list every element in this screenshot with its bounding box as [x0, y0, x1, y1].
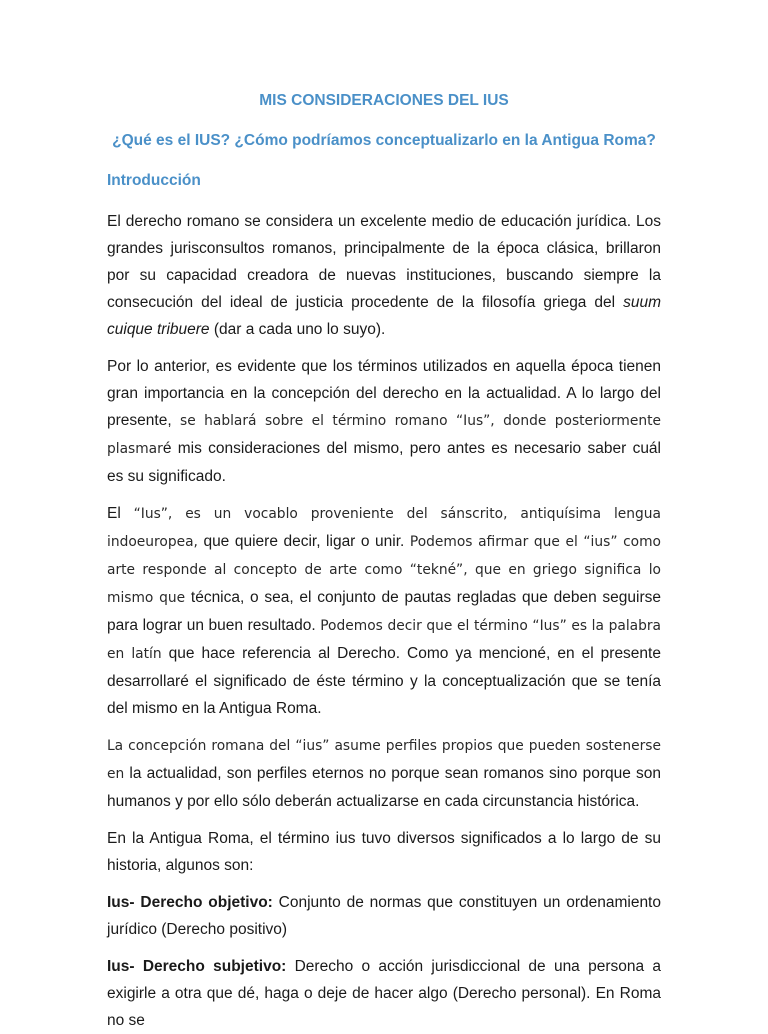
document-title: MIS CONSIDERACIONES DEL IUS [259, 92, 509, 109]
paragraph-4 [107, 732, 661, 815]
paragraph-7-definition: Derecho o acción jurisdiccional de una persona a exigirle a otra que dé, haga o deje de hacer algo (Derecho personal). En Roma no se [107, 958, 661, 1029]
paragraph-7-term: Ius- Derecho subjetivo: [107, 958, 287, 975]
paragraph-3 [107, 500, 661, 722]
paragraph-4-alt-text: La concepción romana del “ius” asume perfiles propios que pueden sostenerse en [107, 738, 661, 782]
paragraph-3-text-b: que quiere decir, ligar o unir. [197, 533, 410, 550]
paragraph-3-alt-text-1: “Ius”, es un vocablo proveniente del sánscrito, antiquísima lengua indoeuropea, [107, 506, 661, 550]
paragraph-5 [107, 825, 661, 879]
paragraph-2-alt-text: se hablará sobre el término romano “Ius”, donde posteriormente plasmar [107, 413, 661, 457]
paragraph-3-alt-text-2: Podemos afirmar que el “ius” como arte responde al concepto de arte como “tekné”, que en griego significa lo mismo que [107, 534, 661, 606]
paragraph-3-text-a: El [107, 505, 134, 522]
paragraph-2 [107, 353, 661, 490]
paragraph-4-text-b: la actualidad, son perfiles eternos no porque sean romanos sino porque son humanos y por ello sólo deberán actualizarse en cada circunstancia histórica. [107, 765, 661, 810]
paragraph-1-text-a: El derecho romano se considera un excelente medio de educación jurídica. Los grandes jurisconsultos romanos, principalmente de la época clásica, brillaron por su capacidad creadora de nuevas instituciones, buscando siempre la consecución del ideal de justicia procedente de la filosofía griega del [107, 213, 661, 311]
paragraph-2-text-a: Por lo anterior, es evidente que los términos utilizados en aquella época tienen gran importancia en la concepción del derecho en la actualidad. A lo largo del presente, [107, 358, 661, 429]
paragraph-3-text-c: técnica, o sea, el conjunto de pautas regladas que deben seguirse para lograr un buen resultado. [107, 589, 662, 634]
paragraph-1-text-b: (dar a cada uno lo suyo). [209, 321, 386, 338]
paragraph-6 [107, 889, 661, 943]
paragraph-1-latin-phrase: suum cuique tribuere [107, 294, 661, 338]
paragraph-7 [107, 953, 661, 1034]
paragraph-2-text-b: é mis consideraciones del mismo, pero antes es necesario saber cuál es su significado. [107, 440, 661, 485]
paragraph-5-text: En la Antigua Roma, el término ius tuvo diversos significados a lo largo de su historia, algunos son: [107, 830, 661, 874]
section-heading-introduccion: Introducción [107, 172, 201, 189]
document-subtitle: ¿Qué es el IUS? ¿Cómo podríamos conceptualizarlo en la Antigua Roma? [112, 132, 656, 149]
paragraph-3-text-d: que hace referencia al Derecho. Como ya mencioné, en el presente desarrollaré el significado de éste término y la conceptualización que se tenía del mismo en la Antigua Roma. [107, 645, 661, 717]
paragraph-6-definition: Conjunto de normas que constituyen un ordenamiento jurídico (Derecho positivo) [107, 894, 661, 938]
paragraph-1 [107, 208, 661, 343]
paragraph-6-term: Ius- Derecho objetivo: [107, 894, 273, 911]
paragraph-3-alt-text-3: Podemos decir que el término “Ius” es la palabra en latín [107, 618, 661, 662]
